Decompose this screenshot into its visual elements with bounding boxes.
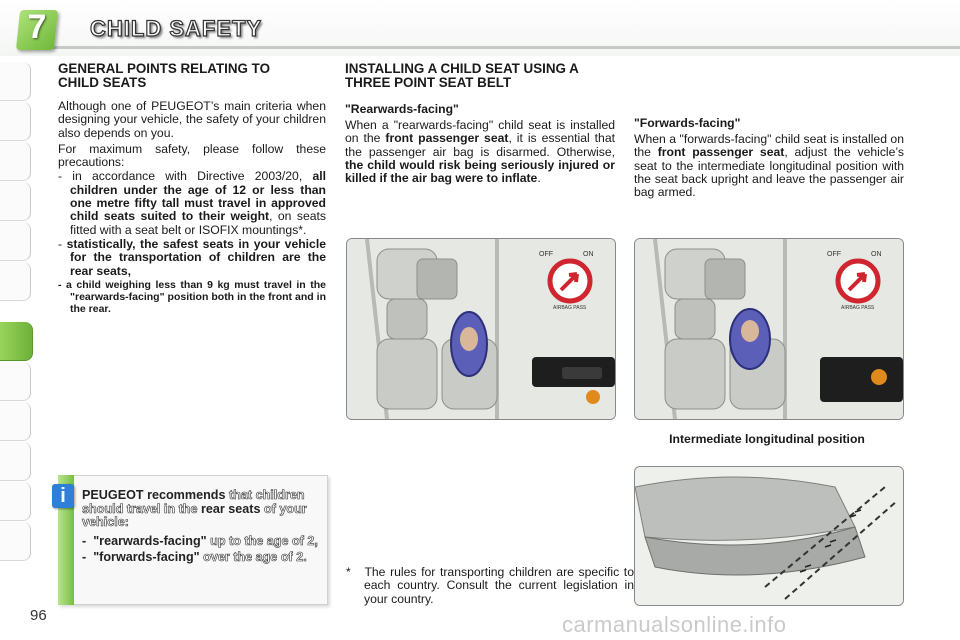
chapter-tab-10[interactable] [0, 442, 31, 481]
chapter-tab-1[interactable] [0, 62, 31, 101]
recommendation-item-1-label: "rearwards-facing" [93, 533, 207, 548]
chapter-tab-9[interactable] [0, 402, 31, 441]
footnote-text: The rules for transporting children are specific to each country. Consult the current legislation in your country. [364, 565, 634, 606]
forwards-car-drawing [635, 239, 903, 419]
rearwards-bold-2: the child would risk being seriously injured or killed if the air bag were to inflate [345, 157, 615, 186]
forwards-text-1: When a "forwards-facing" child seat is installed on the [634, 132, 904, 160]
on-label-2: ON [871, 251, 882, 258]
recommendation-item-2: - "forwards-facing" over the age of 2. [82, 550, 307, 564]
recommendation-brand: PEUGEOT recommends [82, 488, 226, 502]
precaution-1-bold: all children under the age of 12 or less than one metre fifty tall must travel in approved child seats suited to their weight [70, 169, 327, 224]
chapter-tab-8[interactable] [0, 362, 31, 401]
middle-column [345, 62, 615, 185]
left-column [58, 62, 326, 315]
chapter-tab-2[interactable] [0, 102, 31, 141]
seat-position-caption: Intermediate longitudinal position [669, 432, 865, 446]
rearwards-car-drawing [347, 239, 615, 419]
seat-position-illustration [634, 466, 904, 606]
right-column [634, 116, 904, 199]
chapter-number: 7 [27, 8, 47, 46]
recommendation-item-1-text: up to the age of 2, [206, 533, 318, 548]
rearwards-text-end: . [537, 171, 541, 186]
section-heading-installing: INSTALLING A CHILD SEAT USING A THREE POINT SEAT BELT [345, 61, 579, 90]
rearwards-facing-illustration [346, 238, 616, 420]
intro-paragraph: Although one of PEUGEOT’s main criteria when designing your vehicle, the safety of your children also depends on you. [58, 99, 326, 140]
recommendation-item-2-text: over the age of 2. [199, 550, 307, 564]
precaution-1-text: in accordance with Directive 2003/20, [72, 169, 303, 184]
recommendation-item-2-label: "forwards-facing" [93, 550, 200, 564]
off-label-2: OFF [827, 251, 841, 258]
on-label-1: ON [583, 251, 594, 258]
forwards-paragraph [634, 133, 904, 199]
recommendation-text [82, 489, 320, 565]
precaution-1-end: , on seats fitted with a seat belt or ISOFIX mountings*. [70, 209, 326, 237]
forwards-facing-illustration [634, 238, 904, 420]
precaution-item-3: - a child weighing less than 9 kg must travel in the "rearwards-facing" position both in the front and in the rear. [58, 278, 326, 315]
chapter-tab-7-active[interactable] [0, 322, 33, 361]
page-number: 96 [30, 607, 47, 624]
rearwards-text-2: , it is essential that the passenger air bag is disarmed. Otherwise, [345, 131, 615, 159]
forwards-subheading: "Forwards-facing" [634, 116, 741, 130]
page-title: CHILD SAFETY [90, 16, 263, 41]
chapter-tab-11[interactable] [0, 482, 31, 521]
section-heading-general: GENERAL POINTS RELATING TO CHILD SEATS [58, 61, 271, 90]
footnote-mark: * [346, 565, 351, 579]
recommendation-text-part: that children should travel in the [82, 488, 305, 516]
chapter-tab-6[interactable] [0, 262, 31, 301]
chapter-tab-5[interactable] [0, 222, 31, 261]
precaution-3-text: a child weighing less than 9 kg must travel in the "rearwards-facing" position both in the front and in the rear. [66, 278, 326, 315]
watermark: carmanualsonline.info [562, 612, 787, 637]
forwards-text-2: , adjust the vehicle’s seat to the intermediate longitudinal position with the seat back upright and leave the passenger air bag armed. [634, 145, 904, 200]
precaution-item-2: - statistically, the safest seats in your vehicle for the transportation of children are the rear seats, [58, 236, 326, 278]
chapter-tab-4[interactable] [0, 182, 31, 221]
airbag-label-2: AIRBAG PASS [841, 305, 875, 311]
rearwards-paragraph [345, 119, 615, 185]
footnote [346, 566, 634, 606]
info-icon: i [52, 484, 74, 508]
airbag-label-1: AIRBAG PASS [553, 305, 587, 311]
precaution-2-bold: statistically, the safest seats in your vehicle for the transportation of children are the rear seats, [66, 236, 326, 278]
recommendation-item-1: - "rearwards-facing" up to the age of 2, [82, 533, 318, 548]
chapter-tab-12[interactable] [0, 522, 31, 561]
chapter-tab-3[interactable] [0, 142, 31, 181]
header-divider [44, 46, 960, 49]
seat-rail-drawing [635, 467, 903, 605]
off-label-1: OFF [539, 251, 553, 258]
rearwards-text-1: When a "rearwards-facing" child seat is installed on the [345, 118, 615, 146]
recommendation-intro [82, 489, 320, 530]
forwards-bold: front passenger seat [657, 145, 785, 160]
recommendation-text-end: of your vehicle: [82, 501, 307, 529]
rearwards-bold-1: front passenger seat [385, 131, 509, 146]
rearwards-subheading: "Rearwards-facing" [345, 102, 459, 116]
precautions-paragraph: For maximum safety, please follow these precautions: [58, 141, 326, 170]
recommendation-rear-seats: rear seats [200, 501, 261, 516]
precaution-item-1: - in accordance with Directive 2003/20, all children under the age of 12 or less than one metre fifty tall must travel in approved child seats suited to their weight, on seats fitted with a seat belt or ISOFIX mountings*. [58, 169, 327, 237]
